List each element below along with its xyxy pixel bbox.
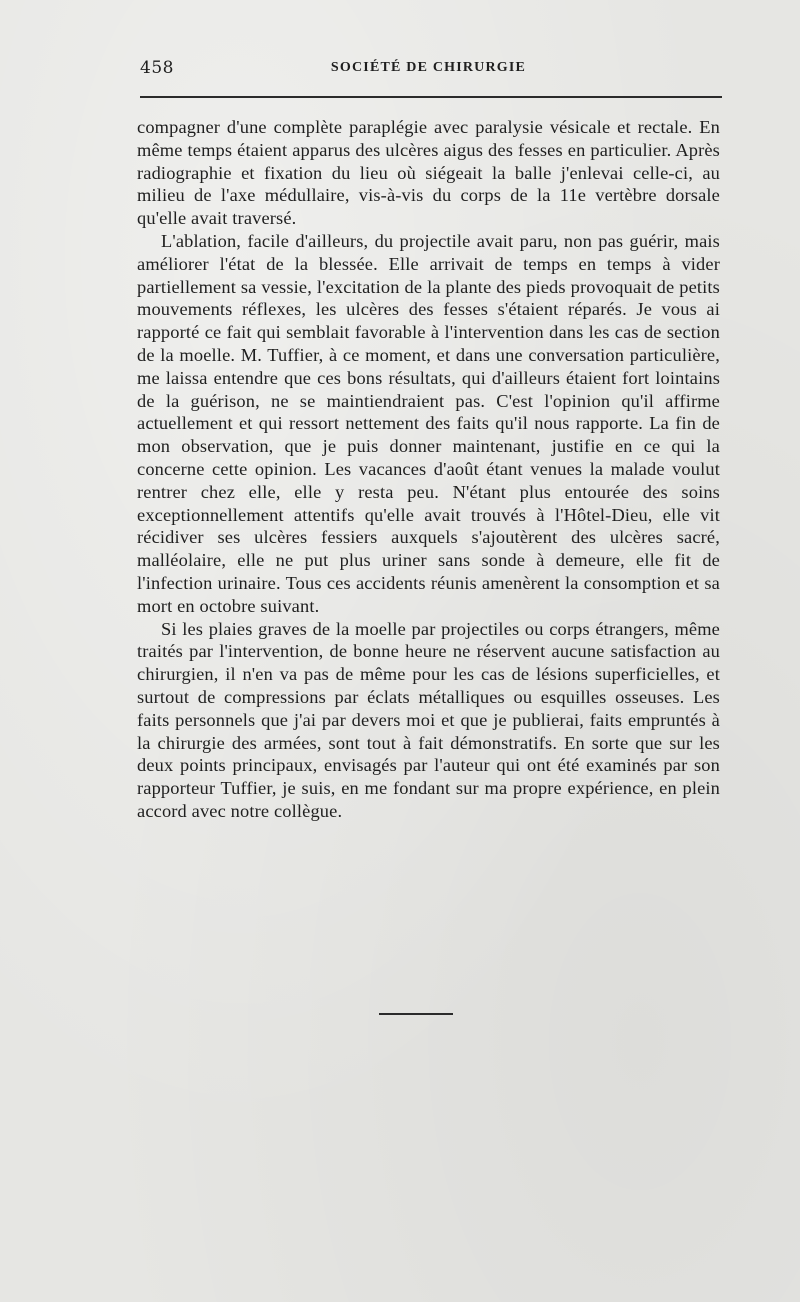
paragraph-conclusion: Si les plaies graves de la moelle par projectiles ou corps étrangers, même traités par l'intervention, de bonne heure ne réservent aucune satisfaction au chirurgien, il n'en va pas de même pour les cas de lésions superficielles, et surtout de compressions par éclats métalliques ou esquilles osseuses. Les faits personnels que j'ai par devers moi et que je publierai, faits empruntés à la chirurgie des armées, sont tout à fait démonstratifs. En sorte que sur les deux points principaux, envisagés par l'auteur qui ont été examinés par son rapporteur Tuffier, je suis, en me fondant sur ma propre expérience, en plein accord avec notre collègue. <box>137 618 720 821</box>
body-text <box>137 116 720 823</box>
running-head <box>136 58 721 84</box>
end-rule <box>379 1013 453 1015</box>
page-number: 458 <box>140 58 174 78</box>
paragraph-continuation: compagner d'une complète paraplégie avec paralysie vésicale et rectale. En même temps étaient apparus des ulcères aigus des fesses en particulier. Après radiographie et fixation du lieu où siégeait la balle j'enlevai celle-ci, au milieu de l'axe médullaire, vis-à-vis du corps de la 11e vertèbre dorsale qu'elle avait traversé. <box>137 117 720 229</box>
journal-title: SOCIÉTÉ DE CHIRURGIE <box>330 60 527 75</box>
header-rule <box>140 96 722 98</box>
paragraph-case-outcome: L'ablation, facile d'ailleurs, du projectile avait paru, non pas guérir, mais améliorer l'état de la blessée. Elle arrivait de temps en temps à vider partiellement sa vessie, l'excitation de la plante des pieds provoquait de petits mouvements réflexes, les ulcères des fesses s'étaient réparés. Je vous ai rapporté ce fait qui semblait favorable à l'intervention dans les cas de section de la moelle. M. Tuffier, à ce moment, et dans une conversation particulière, me laissa entendre que ces bons résultats, qui d'ailleurs étaient fort lointains de la guérison, ne se maintiendraient pas. C'est l'opinion qu'il affirme actuellement et qui ressort nettement des faits qu'il nous rapporte. La fin de mon observation, que je puis donner maintenant, justifie en ce qui la concerne cette opinion. Les vacances d'août étant venues la malade voulut rentrer chez elle, elle y resta peu. N'étant plus entourée des soins exceptionnellement attentifs qu'elle avait trouvés à l'Hôtel-Dieu, elle vit récidiver ses ulcères fessiers auxquels s'ajoutèrent des ulcères sacré, malléolaire, elle ne put plus uriner sans sonde à demeure, elle fit de l'infection urinaire. Tous ces accidents réunis amenèrent la consomption et sa mort en octobre suivant. <box>137 230 720 616</box>
